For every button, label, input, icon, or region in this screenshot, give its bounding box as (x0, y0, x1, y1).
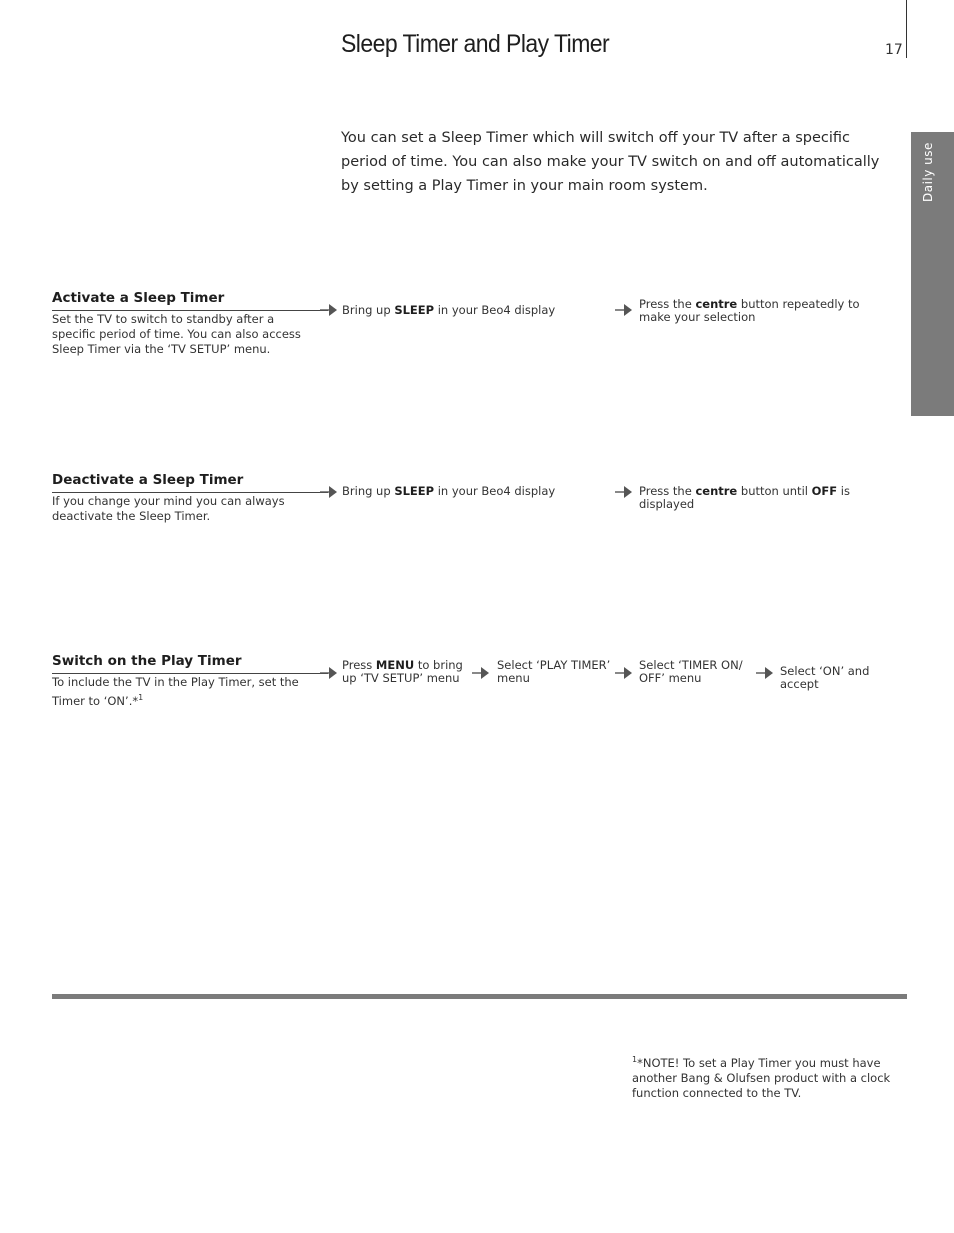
page-number: 17 (885, 42, 903, 58)
arrow-icon (472, 667, 490, 679)
step-select-on-accept: Select ‘ON’ and accept (780, 664, 870, 691)
arrow-icon (320, 486, 338, 498)
section-description: If you change your mind you can always deactivate the Sleep Timer. (52, 494, 285, 523)
header-rule (906, 0, 907, 58)
section-underline (52, 310, 328, 311)
section-description: Set the TV to switch to standby after a specific period of time. You can also access Sleep Timer via the ‘TV SETUP’ menu. (52, 312, 301, 356)
key-label: SLEEP (394, 303, 435, 317)
arrow-icon (615, 486, 633, 498)
key-label: centre (695, 484, 738, 498)
arrow-icon (756, 667, 774, 679)
step-select-timer-onoff: Select ‘TIMER ON/ OFF’ menu (639, 658, 743, 685)
section-description: To include the TV in the Play Timer, set the Timer to ‘ON’.*$^1$ (52, 675, 299, 708)
section-activate-sleep-timer (52, 290, 332, 357)
section-underline (52, 673, 328, 674)
footnote-ref: 1 (138, 693, 144, 702)
arrow-icon (615, 304, 633, 316)
arrow-icon (615, 667, 633, 679)
section-title: Activate a Sleep Timer (52, 290, 225, 306)
section-switch-on-play-timer (52, 653, 332, 709)
key-label: SLEEP (394, 484, 435, 498)
key-label: OFF (811, 484, 838, 498)
side-tab-label: Daily use (921, 142, 935, 202)
key-label: MENU (375, 658, 415, 672)
intro-paragraph: You can set a Sleep Timer which will switch off your TV after a specific period of time. You can also make your TV switch on and off automatically by setting a Play Timer in your main room system. (341, 130, 880, 194)
key-label: centre (695, 297, 738, 311)
step-bring-up-sleep: Bring up SLEEP in your Beo4 display (342, 484, 556, 498)
step-press-centre: Press the centre button repeatedly to make your selection (639, 297, 860, 324)
page-title: Sleep Timer and Play Timer (341, 30, 610, 58)
step-press-menu: Press MENU to bring up ‘TV SETUP’ menu (342, 658, 463, 685)
step-press-centre-until-off: Press the centre button until OFF is displayed (639, 484, 850, 511)
arrow-icon (320, 304, 338, 316)
section-title: Deactivate a Sleep Timer (52, 472, 244, 488)
section-title: Switch on the Play Timer (52, 653, 242, 669)
step-select-play-timer: Select ‘PLAY TIMER’ menu (497, 658, 611, 685)
section-underline (52, 492, 328, 493)
footnote: $^1$*NOTE! To set a Play Timer you must have another Bang & Olufsen product with a clock function connected to the TV. (632, 1055, 891, 1100)
side-tab (911, 132, 954, 416)
footnote-marker: 1 (632, 1055, 638, 1064)
step-bring-up-sleep: Bring up SLEEP in your Beo4 display (342, 303, 556, 317)
footer-divider (52, 994, 907, 999)
arrow-icon (320, 667, 338, 679)
section-deactivate-sleep-timer (52, 472, 332, 524)
